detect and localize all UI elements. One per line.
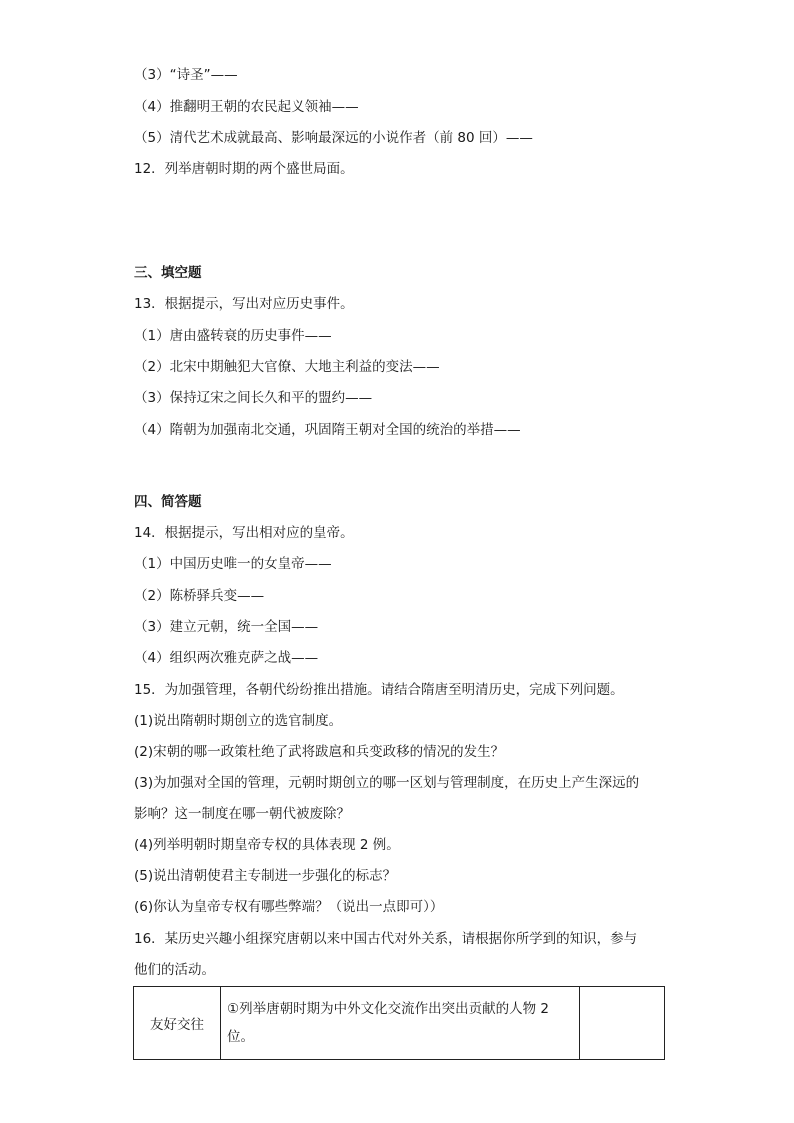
q13-item-1: （1）唐由盛转衰的历史事件—— [134, 328, 332, 344]
table-cell-answer [580, 987, 665, 1060]
q11-item-4: （4）推翻明王朝的农民起义领袖—— [134, 99, 359, 115]
q14-item-4: （4）组织两次雅克萨之战—— [134, 650, 319, 666]
q11-item-5: （5）清代艺术成就最高、影响最深远的小说作者（前 80 回）—— [134, 130, 533, 146]
q14-item-2: （2）陈桥驿兵变—— [134, 588, 265, 604]
q13-item-4: （4）隋朝为加强南北交通，巩固隋王朝对全国的统治的举措—— [134, 422, 521, 438]
question-16-stem-line2: 他们的活动。 [134, 962, 215, 978]
q16-activity-table [133, 986, 665, 1060]
q11-item-3: （3）“诗圣”—— [134, 67, 238, 83]
q13-item-2: （2）北宋中期触犯大官僚、大地主利益的变法—— [134, 359, 440, 375]
q14-item-1: （1）中国历史唯一的女皇帝—— [134, 556, 332, 572]
question-14-stem: 14．根据提示，写出相对应的皇帝。 [134, 525, 354, 541]
table-row [134, 987, 665, 1060]
q15-item-4: (4)列举明朝时期皇帝专权的具体表现 2 例。 [134, 837, 400, 853]
q14-item-3: （3）建立元朝，统一全国—— [134, 619, 319, 635]
question-12: 12．列举唐朝时期的两个盛世局面。 [134, 161, 354, 177]
q13-item-3: （3）保持辽宋之间长久和平的盟约—— [134, 390, 373, 406]
q15-item-2: (2)宋朝的哪一政策杜绝了武将跋扈和兵变政移的情况的发生？ [134, 744, 505, 760]
q15-item-3-line1: (3)为加强对全国的管理，元朝时期创立的哪一区划与管理制度，在历史上产生深远的 [134, 775, 640, 791]
question-13-stem: 13．根据提示，写出对应历史事件。 [134, 296, 354, 312]
section-4-heading: 四、简答题 [134, 494, 202, 510]
question-16-stem-line1: 16．某历史兴趣小组探究唐朝以来中国古代对外关系，请根据你所学到的知识，参与 [134, 931, 638, 947]
table-cell-content [221, 987, 580, 1060]
table-cell-content-line2: 位。 [227, 1029, 255, 1045]
q15-item-6: (6)你认为皇帝专权有哪些弊端？（说出一点即可）） [134, 899, 444, 915]
section-3-heading: 三、填空题 [134, 265, 202, 281]
table-cell-content-line1: ①列举唐朝时期为中外文化交流作出突出贡献的人物 2 [227, 1001, 549, 1017]
q15-item-1: (1)说出隋朝时期创立的选官制度。 [134, 713, 343, 729]
q15-item-3-line2: 影响？这一制度在哪一朝代被废除？ [134, 806, 350, 822]
question-15-stem: 15．为加强管理，各朝代纷纷推出措施。请结合隋唐至明清历史，完成下列问题。 [134, 682, 624, 698]
q15-item-5: (5)说出清朝使君主专制进一步强化的标志？ [134, 868, 397, 884]
table-cell-label: 友好交往 [134, 987, 221, 1060]
